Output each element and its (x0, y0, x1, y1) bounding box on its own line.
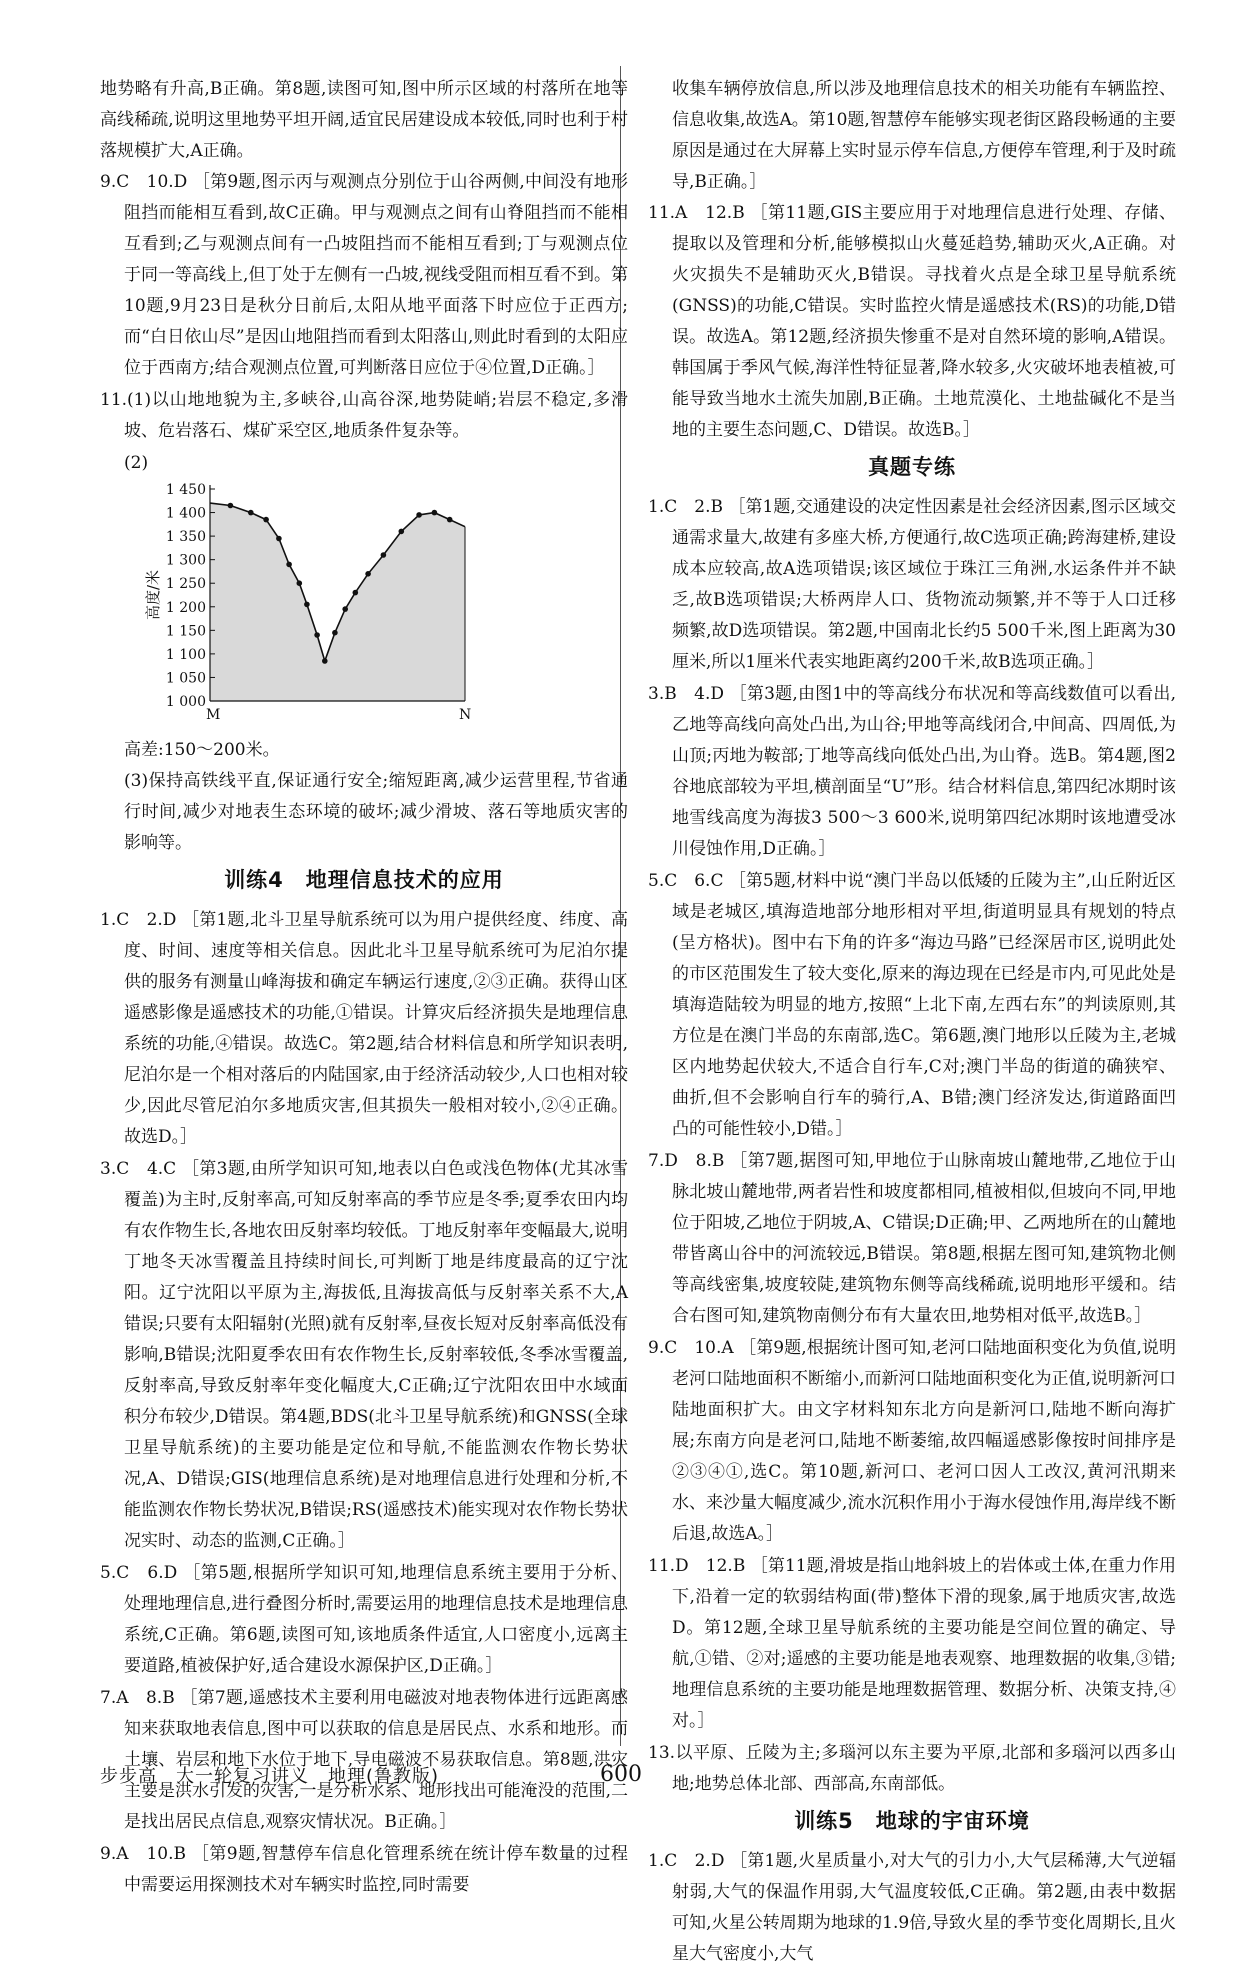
y-tick-label: 1 100 (165, 646, 206, 663)
answer-11-height-diff: 高差:150～200米。 (124, 740, 280, 760)
zhenti-title: 真题专练 (868, 455, 956, 479)
answer-1-2: 1.C 2.D ［第1题,北斗卫星导航系统可以为用户提供经度、纬度、高度、时间、速度等相关信息。因此北斗卫星导航系统可为尼泊尔提供的服务有测量山峰海拔和确定车辆运行速度,②③正确。获得山区遥感影像是遥感技术的功能,①错误。计算灾后经济损失是地理信息系统的功能,④错误。故选C。第2题,结合材料信息和所学知识表明,尼泊尔是一个相对落后的内陆国家,由于经济活动较少,人口也相对较少,因此尽管尼泊尔多地质灾害,但其损失一般相对较小,②④正确。故选D。］ (100, 910, 628, 1147)
y-tick-label: 1 350 (165, 529, 206, 546)
section5-answer-1-2: 1.C 2.D ［第1题,火星质量小,对大气的引力小,大气层稀薄,大气逆辐射弱,大气的保温作用弱,大气温度较低,C正确。第2题,由表中数据可知,火星公转周期为地球的1.9倍,导致火星的季节变化周期长,且火星大气密度小,大气 (648, 1851, 1176, 1964)
right-top-paragraph: 收集车辆停放信息,所以涉及地理信息技术的相关功能有车辆监控、信息收集,故选A。第10题,智慧停车能够实现老街区路段畅通的主要原因是通过在大屏幕上实时显示停车信息,方便停车管理,利于及时疏导,B正确。］ (672, 79, 1176, 192)
y-tick-label: 1 150 (165, 623, 206, 640)
profile-point (399, 529, 405, 535)
profile-point (276, 536, 282, 542)
profile-point (322, 658, 328, 664)
profile-point (342, 606, 348, 612)
y-tick-label: 1 400 (165, 505, 206, 522)
profile-point (381, 552, 387, 558)
answer-11-part2-label: (2) (124, 453, 149, 473)
left-column (100, 74, 628, 1902)
zhenti-9-10: 9.C 10.A ［第9题,根据统计图可知,老河口陆地面积变化为负值,说明老河口陆地面积不断缩小,而新河口陆地面积变化为正值,说明新河口陆地面积扩大。由文字材料知东北方向是新河口,陆地不断向海扩展;东南方向是老河口,陆地不断萎缩,故四幅遥感影像按时间排序是②③④①,选C。第10题,新河口、老河口因人工改汉,黄河汛期来水、来沙量大幅度减少,流水沉积作用小于海水侵蚀作用,海岸线不断后退,故选A。］ (648, 1338, 1176, 1544)
y-tick-label: 1 200 (165, 599, 206, 616)
section-5-title: 训练5 地球的宇宙环境 (794, 1809, 1030, 1833)
profile-point (332, 630, 338, 636)
elevation-profile-svg (100, 479, 628, 735)
y-tick-label: 1 050 (165, 670, 206, 687)
x-endpoint-label: N (459, 707, 472, 723)
footer-book-title: 步步高 大一轮复习讲义 地理(鲁教版) (100, 1766, 440, 1787)
zhenti-1-2: 1.C 2.B ［第1题,交通建设的决定性因素是社会经济因素,图示区域交通需求量大,故建有多座大桥,方便通行,故C选项正确;跨海建桥,建设成本应较高,故A选项错误;该区域位于珠江三角洲,水运条件并不缺乏,故B选项错误;大桥两岸人口、货物流动频繁,并不等于人口迁移频繁,故D选项错误。第2题,中国南北长约5 500千米,图上距离为30厘米,所以1厘米代表实地距离约200千米,故B选项正确。］ (648, 497, 1176, 672)
zhenti-7-8: 7.D 8.B ［第7题,据图可知,甲地位于山脉南坡山麓地带,乙地位于山脉北坡山麓地带,两者岩性和坡度都相同,植被相似,但坡向不同,甲地位于阳坡,乙地位于阴坡,A、C错误;D正确;甲、乙两地所在的山麓地带皆离山谷中的河流较远,B错误。第8题,根据左图可知,建筑物北侧等高线密集,坡度较陡,建筑物东侧等高线稀疏,说明地形平缓和。结合右图可知,建筑物南侧分布有大量农田,地势相对低平,故选B。］ (648, 1151, 1176, 1326)
answer-11-12: 11.A 12.B ［第11题,GIS主要应用于对地理信息进行处理、存储、提取以及管理和分析,能够模拟山火蔓延趋势,辅助灭火,A正确。对火灾损失不是辅助灭火,B错误。寻找着火点是全球卫星导航系统(GNSS)的功能,C错误。实时监控火情是遥感技术(RS)的功能,D错误。故选A。第12题,经济损失惨重不是对自然环境的影响,A错误。韩国属于季风气候,海洋性特征显著,降水较多,火灾破坏地表植被,可能导致当地水土流失加剧,B正确。土地荒漠化、土地盐碱化不是当地的主要生态问题,C、D错误。故选B。］ (648, 203, 1176, 440)
profile-point (248, 510, 254, 516)
profile-point (263, 517, 269, 523)
y-tick-label: 1 000 (165, 694, 206, 710)
profile-point (447, 517, 453, 523)
profile-point (286, 562, 292, 568)
profile-point (314, 632, 320, 638)
page-number: 600 (600, 1762, 642, 1787)
answer-11-part3: (3)保持高铁线平直,保证通行安全;缩短距离,减少运营里程,节省通行时间,减少对地表生态环境的破坏;减少滑坡、落石等地质灾害的影响等。 (124, 771, 628, 853)
profile-point (432, 510, 438, 516)
y-tick-label: 1 300 (165, 552, 206, 569)
y-tick-label: 1 450 (165, 482, 206, 498)
answer-9-10: 9.C 10.D ［第9题,图示丙与观测点分别位于山谷两侧,中间没有地形阻挡而能相互看到,故C正确。甲与观测点之间有山脊阻挡而不能相互看到;乙与观测点间有一凸坡阻挡而不能相互看到;丁与观测点位于同一等高线上,但丁处于左侧有一凸坡,视线受阻而相互看不到。第10题,9月23日是秋分日前后,太阳从地平面落下时应位于正西方;而“白日依山尽”是因山地阻挡而看到太阳落山,则此时看到的太阳应位于西南方;结合观测点位置,可判断落日应位于④位置,D正确。］ (100, 172, 628, 378)
left-top-paragraph: 地势略有升高,B正确。第8题,读图可知,图中所示区域的村落所在地等高线稀疏,说明这里地势平坦开阔,适宜民居建设成本较低,同时也利于村落规模扩大,A正确。 (100, 79, 628, 161)
elevation-profile-chart (100, 479, 628, 735)
profile-point (297, 580, 303, 586)
y-tick-label: 1 250 (165, 576, 206, 593)
right-column (648, 74, 1176, 1971)
profile-point (416, 512, 422, 518)
profile-point (365, 571, 371, 577)
zhenti-3-4: 3.B 4.D ［第3题,由图1中的等高线分布状况和等高线数值可以看出,乙地等高线向高处凸出,为山谷;甲地等高线闭合,中间高、四周低,为山顶;丙地为鞍部;丁地等高线向低处凸出,为山脊。选B。第4题,图2谷地底部较为平坦,横剖面呈“U”形。结合材料信息,第四纪冰期时该地雪线高度为海拔3 500～3 600米,说明第四纪冰期时该地遭受冰川侵蚀作用,D正确。］ (648, 684, 1176, 859)
answer-5-6: 5.C 6.D ［第5题,根据所学知识可知,地理信息系统主要用于分析、处理地理信息,进行叠图分析时,需要运用的地理信息技术是地理信息系统,C正确。第6题,读图可知,该地质条件适宜,人口密度小,远离主要道路,植被保护好,适合建设水源保护区,D正确。］ (100, 1563, 628, 1676)
zhenti-13: 13.以平原、丘陵为主;多瑙河以东主要为平原,北部和多瑙河以西多山地;地势总体北部、西部高,东南部低。 (648, 1743, 1176, 1794)
profile-area (210, 503, 465, 701)
answer-9-10b: 9.A 10.B ［第9题,智慧停车信息化管理系统在统计停车数量的过程中需要运用探测技术对车辆实时监控,同时需要 (100, 1844, 628, 1895)
zhenti-5-6: 5.C 6.C ［第5题,材料中说“澳门半岛以低矮的丘陵为主”,山丘附近区域是老城区,填海造地部分地形相对平坦,街道明显具有规划的特点(呈方格状)。图中右下角的许多“海边马路”已经深居市区,说明此处的市区范围发生了较大变化,原来的海边现在已经是市内,可见此处是填海造陆较为明显的地方,按照“上北下南,左西右东”的判读原则,其方位是在澳门半岛的东南部,选C。第6题,澳门地形以丘陵为主,老城区内地势起伏较大,不适合自行车,C对;澳门半岛的街道的确狭窄、曲折,但不会影响自行车的骑行,A、B错;澳门经济发达,街道路面凹凸的可能性较小,D错。］ (648, 871, 1176, 1139)
section-4-title: 训练4 地理信息技术的应用 (224, 868, 504, 892)
profile-point (353, 590, 359, 596)
profile-point (228, 503, 234, 509)
zhenti-11-12: 11.D 12.B ［第11题,滑坡是指山地斜坡上的岩体或土体,在重力作用下,沿着一定的软弱结构面(带)整体下滑的现象,属于地质灾害,故选D。第12题,全球卫星导航系统的主要功能是空间位置的确定、导航,①错、②对;遥感的主要功能是地表观察、地理数据的收集,③错;地理信息系统的主要功能是地理数据管理、数据分析、决策支持,④对。］ (648, 1556, 1176, 1731)
x-endpoint-label: M (206, 707, 221, 723)
answer-11-part1: 11.(1)以山地地貌为主,多峡谷,山高谷深,地势陡峭;岩层不稳定,多滑坡、危岩落石、煤矿采空区,地质条件复杂等。 (100, 390, 628, 441)
answer-3-4: 3.C 4.C ［第3题,由所学知识可知,地表以白色或浅色物体(尤其冰雪覆盖)为主时,反射率高,可知反射率高的季节应是冬季;夏季农田内均有农作物生长,各地农田反射率均较低。丁地反射率年变幅最大,说明丁地冬天冰雪覆盖且持续时间长,可判断丁地是纬度最高的辽宁沈阳。辽宁沈阳以平原为主,海拔低,且海拔高低与反射率关系不大,A错误;只要有太阳辐射(光照)就有反射率,昼夜长短对反射率高低没有影响,B错误;沈阳夏季农田有农作物生长,反射率较低,冬季冰雪覆盖,反射率高,导致反射率年变化幅度大,C正确;辽宁沈阳农田中水域面积分布较少,D错误。第4题,BDS(北斗卫星导航系统)和GNSS(全球卫星导航系统)的主要功能是定位和导航,不能监测农作物长势状况,A、D错误;GIS(地理信息系统)是对地理信息进行处理和分析,不能监测农作物长势状况,B错误;RS(遥感技术)能实现对农作物长势状况实时、动态的监测,C正确。］ (100, 1159, 628, 1551)
y-axis-label: 高度/米 (144, 569, 162, 621)
answer-7-8: 7.A 8.B ［第7题,遥感技术主要利用电磁波对地表物体进行远距离感知来获取地表信息,图中可以获取的信息是居民点、水系和地形。而土壤、岩层和地下水位于地下,导电磁波不易获取信息。第8题,洪灾主要是洪水引发的灾害,一是分析水系、地形找出可能淹没的范围,二是找出居民点信息,观察灾情状况。B正确。］ (100, 1688, 628, 1832)
profile-point (304, 602, 310, 608)
